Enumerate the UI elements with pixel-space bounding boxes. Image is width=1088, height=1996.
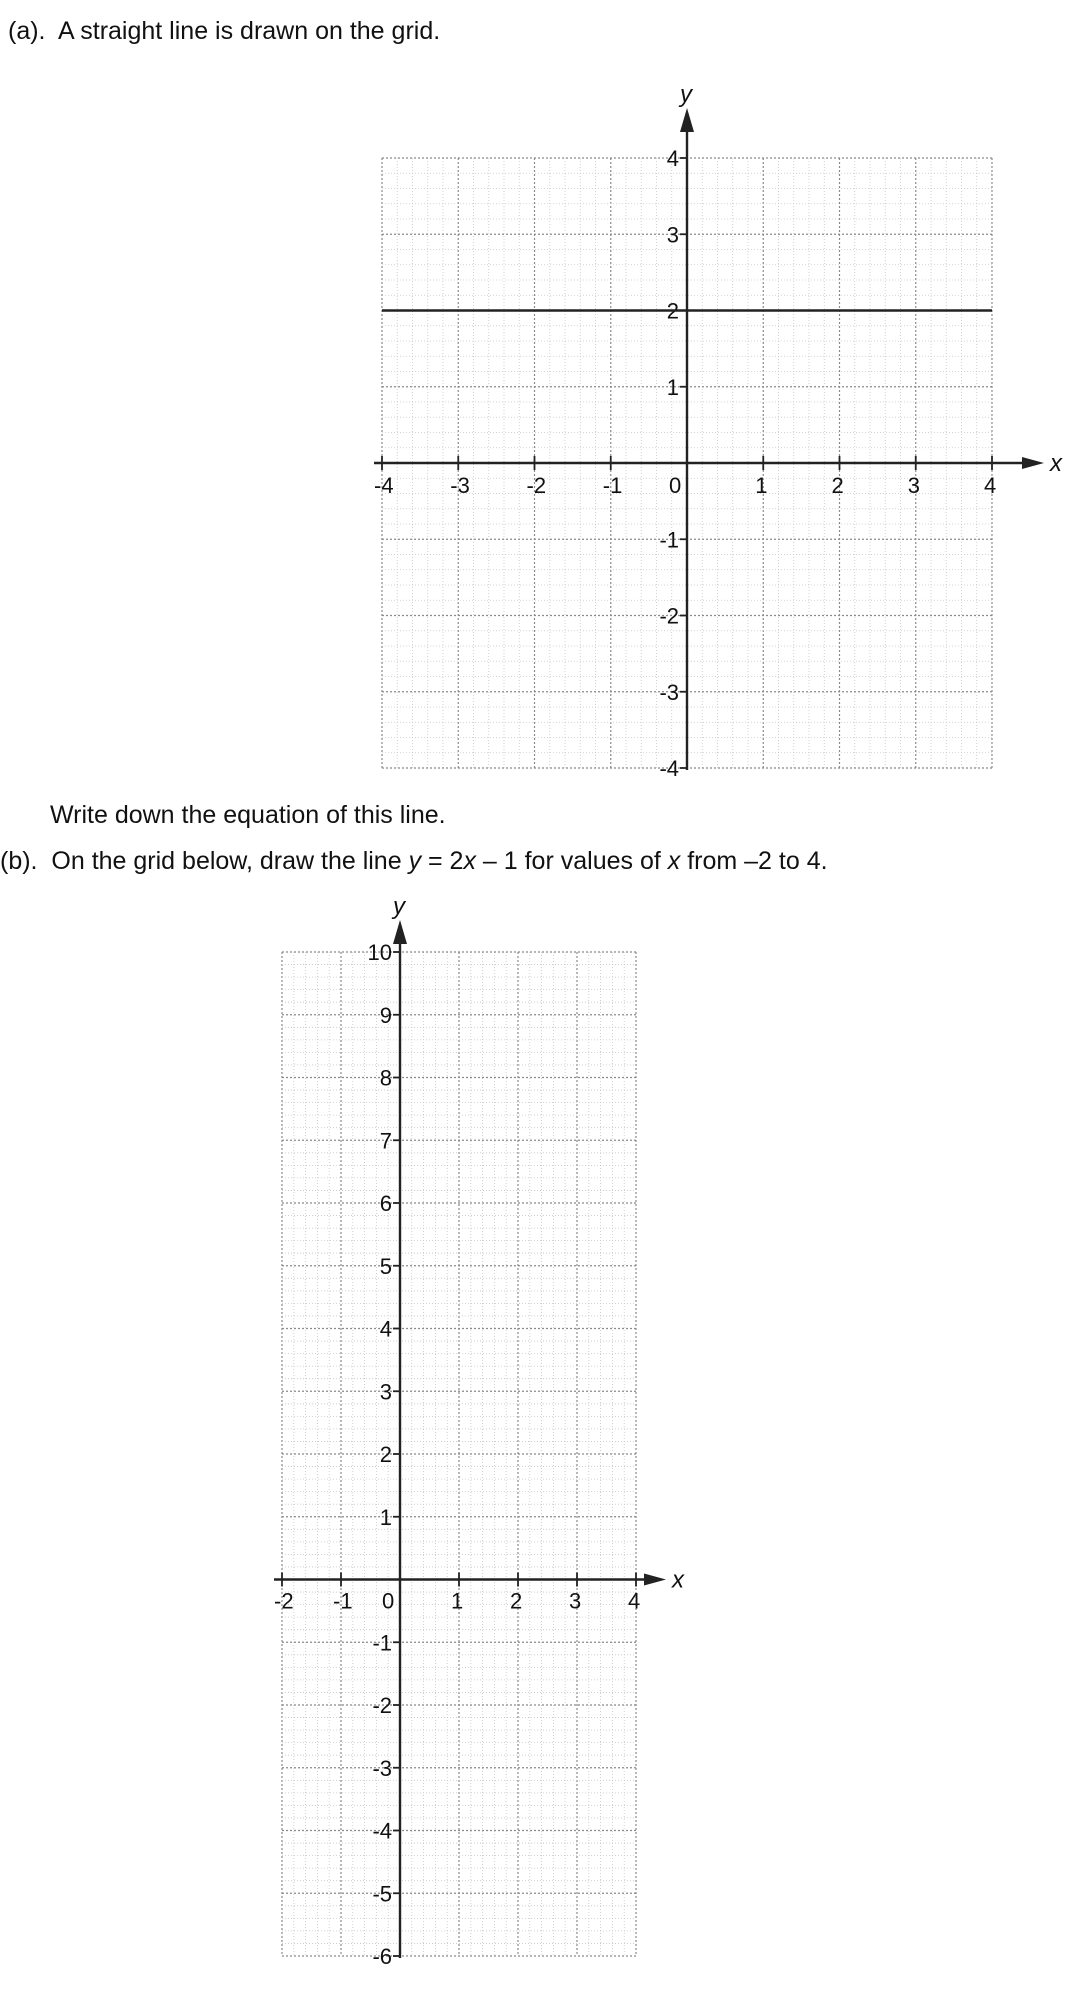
x-tick-label: 2 <box>510 1588 523 1614</box>
y-tick-label: -4 <box>659 756 679 781</box>
y-tick-label: 4 <box>666 146 679 171</box>
question-b-text-3: – 1 for values of <box>475 847 668 875</box>
y-tick-label: 2 <box>666 298 679 324</box>
y-tick-label: 8 <box>379 1065 392 1091</box>
y-tick-label: 1 <box>379 1504 392 1530</box>
question-a-label: (a). <box>8 17 46 45</box>
y-axis-label: y <box>680 81 692 108</box>
y-tick-label: -5 <box>372 1881 392 1907</box>
y-tick-label: 6 <box>379 1191 392 1216</box>
y-tick-label: -1 <box>659 527 679 553</box>
y-tick-label: -3 <box>659 679 679 705</box>
x-tick-label: -1 <box>333 1588 353 1614</box>
x-tick-label: -2 <box>526 473 547 498</box>
x-tick-label: 1 <box>451 1588 464 1614</box>
y-tick-label: 7 <box>379 1128 392 1154</box>
y-tick-label: -2 <box>659 603 679 629</box>
x-axis-label: x <box>672 1566 684 1594</box>
y-tick-label: 3 <box>379 1379 392 1405</box>
y-tick-label: 4 <box>379 1316 392 1342</box>
x-axis-label: x <box>1050 450 1062 477</box>
x-tick-label: 4 <box>628 1588 641 1614</box>
question-b-var-x: x <box>463 847 476 875</box>
x-axis-arrow <box>644 1574 666 1586</box>
x-tick-label: -3 <box>450 473 470 498</box>
question-b-label: (b). <box>0 847 38 875</box>
y-tick-label: -3 <box>372 1755 392 1781</box>
y-tick-label: 10 <box>367 940 392 965</box>
x-tick-label: -4 <box>374 473 394 498</box>
x-tick-label: 1 <box>755 473 768 498</box>
x-tick-label: 0 <box>382 1588 395 1614</box>
question-b-var-y: y <box>408 847 422 875</box>
y-tick-label: 5 <box>379 1253 392 1279</box>
question-a-text: A straight line is drawn on the grid. <box>58 17 441 45</box>
y-tick-label: -2 <box>372 1693 392 1718</box>
question-b-text-2: = 2 <box>421 847 464 875</box>
x-tick-label: -2 <box>274 1588 294 1614</box>
x-tick-label: 4 <box>984 473 997 498</box>
y-tick-label: 2 <box>379 1442 392 1467</box>
question-b-text-1: On the grid below, draw the line <box>51 847 409 875</box>
question-b-text-4: from –2 to 4. <box>680 847 828 875</box>
y-axis-arrow <box>393 920 407 944</box>
x-tick-label: 0 <box>669 473 682 498</box>
x-tick-label: 3 <box>907 473 920 498</box>
x-tick-label: 2 <box>831 473 844 498</box>
y-tick-label: -1 <box>372 1630 392 1656</box>
question-a-prompt: Write down the equation of this line. <box>50 801 446 829</box>
y-tick-label: 9 <box>379 1002 392 1028</box>
y-tick-label: 1 <box>666 374 679 400</box>
y-axis-label: y <box>393 893 405 920</box>
x-tick-label: -1 <box>602 473 623 498</box>
y-tick-label: -6 <box>372 1944 392 1969</box>
x-tick-label: 3 <box>569 1588 582 1614</box>
question-b-var-x2: x <box>667 847 681 875</box>
y-tick-label: 3 <box>666 222 679 248</box>
y-tick-label: -4 <box>372 1818 392 1844</box>
